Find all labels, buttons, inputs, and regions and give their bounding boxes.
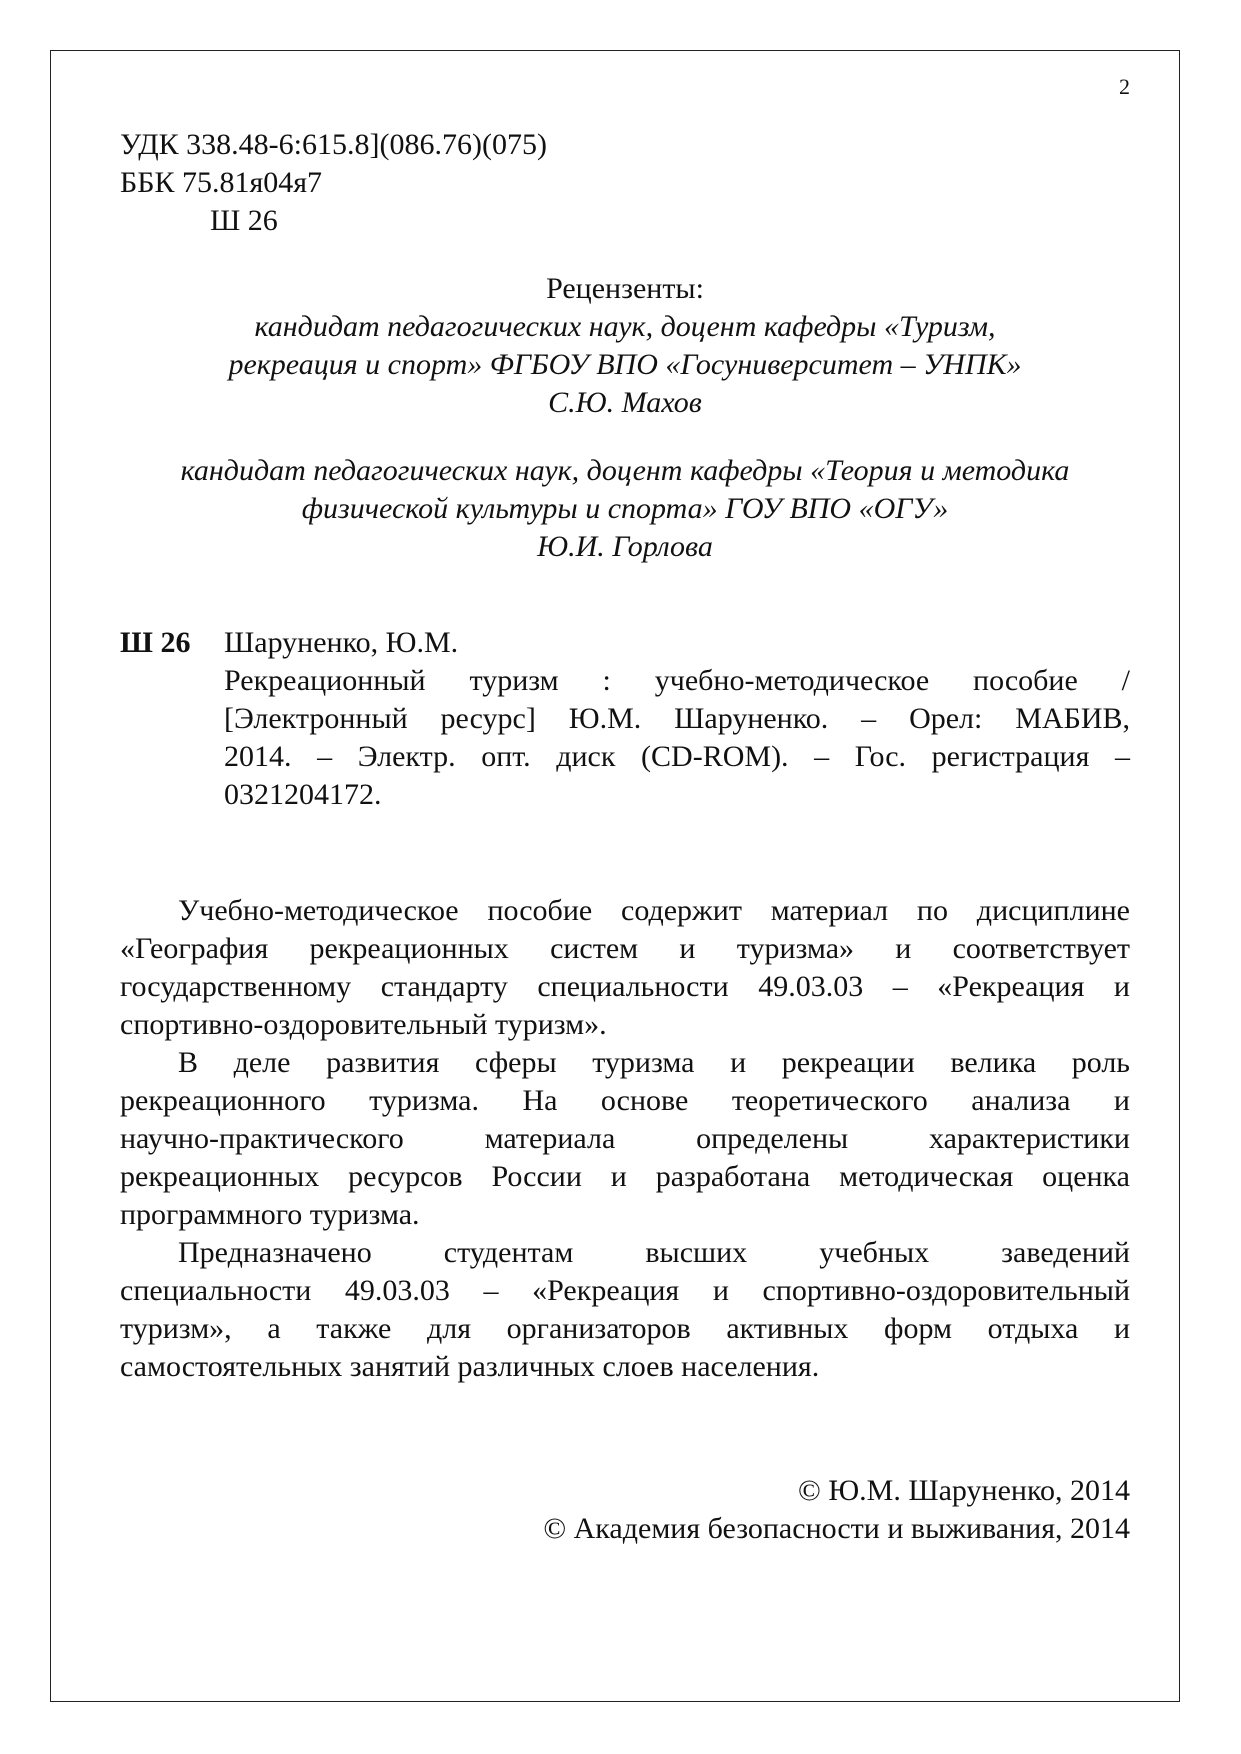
catalog-entry-author: Шаруненко, Ю.М. <box>224 626 459 659</box>
abstract-paragraph-3 <box>120 1234 1130 1386</box>
reviewers-heading: Рецензенты: <box>546 272 704 305</box>
bbk-code: ББК 75.81я04я7 <box>120 166 323 199</box>
copyright-publisher: © Академия безопасности и выживания, 2014 <box>543 1512 1130 1545</box>
catalog-entry <box>120 624 1130 814</box>
abstract-line: Предназначено студентам высших учебных заведений <box>178 1236 1130 1269</box>
udk-code: УДК 338.48-6:615.8](086.76)(075) <box>120 128 547 161</box>
abstract-line: государственному стандарту специальности 49.03.03 – «Рекреация и <box>120 970 1130 1003</box>
abstract-line: рекреационных ресурсов России и разработана методическая оценка <box>120 1160 1130 1193</box>
abstract-line: программного туризма. <box>120 1198 420 1231</box>
abstract-line: самостоятельных занятий различных слоев населения. <box>120 1350 820 1383</box>
abstract-line: В деле развития сферы туризма и рекреации велика роль <box>178 1046 1130 1079</box>
abstract-line: спортивно-оздоровительный туризм». <box>120 1008 607 1041</box>
reviewer-1-line: рекреация и спорт» ФГБОУ ВПО «Госуниверситет – УНПК» <box>228 348 1022 381</box>
catalog-entry-body <box>224 624 1130 814</box>
classification-block <box>120 126 1130 240</box>
abstract-block <box>120 892 1130 1386</box>
catalog-entry-line: [Электронный ресурс] Ю.М. Шаруненко. – Орел: МАБИВ, <box>224 702 1130 735</box>
catalog-entry-line: 2014. – Электр. опт. диск (CD-ROM). – Гос. регистрация – <box>224 740 1130 773</box>
reviewer-1-line: кандидат педагогических наук, доцент кафедры «Туризм, <box>254 310 996 343</box>
abstract-line: туризм», а также для организаторов активных форм отдыха и <box>120 1312 1130 1345</box>
copyright-block <box>120 1472 1130 1548</box>
reviewer-1-name: С.Ю. Махов <box>548 386 702 419</box>
abstract-line: специальности 49.03.03 – «Рекреация и спортивно-оздоровительный <box>120 1274 1130 1307</box>
reviewers-block <box>120 270 1130 566</box>
catalog-entry-line: Рекреационный туризм : учебно-методическое пособие / <box>224 664 1130 697</box>
abstract-line: «География рекреационных систем и туризма» и соответствует <box>120 932 1130 965</box>
reviewer-2-name: Ю.И. Горлова <box>537 530 713 563</box>
abstract-paragraph-1 <box>120 892 1130 1044</box>
abstract-paragraph-2 <box>120 1044 1130 1234</box>
reviewer-2-line: физической культуры и спорта» ГОУ ВПО «ОГУ» <box>301 492 949 525</box>
reviewer-2-line: кандидат педагогических наук, доцент кафедры «Теория и методика <box>180 454 1070 487</box>
catalog-entry-line: 0321204172. <box>224 778 382 811</box>
abstract-line: Учебно-методическое пособие содержит материал по дисциплине <box>178 894 1130 927</box>
author-sign: Ш 26 <box>210 204 278 237</box>
page-number: 2 <box>1119 74 1130 99</box>
abstract-line: рекреационного туризма. На основе теоретического анализа и <box>120 1084 1130 1117</box>
page-content <box>120 126 1130 1548</box>
copyright-author: © Ю.М. Шаруненко, 2014 <box>798 1474 1130 1507</box>
abstract-line: научно-практического материала определены характеристики <box>120 1122 1130 1155</box>
catalog-entry-code: Ш 26 <box>120 626 191 659</box>
